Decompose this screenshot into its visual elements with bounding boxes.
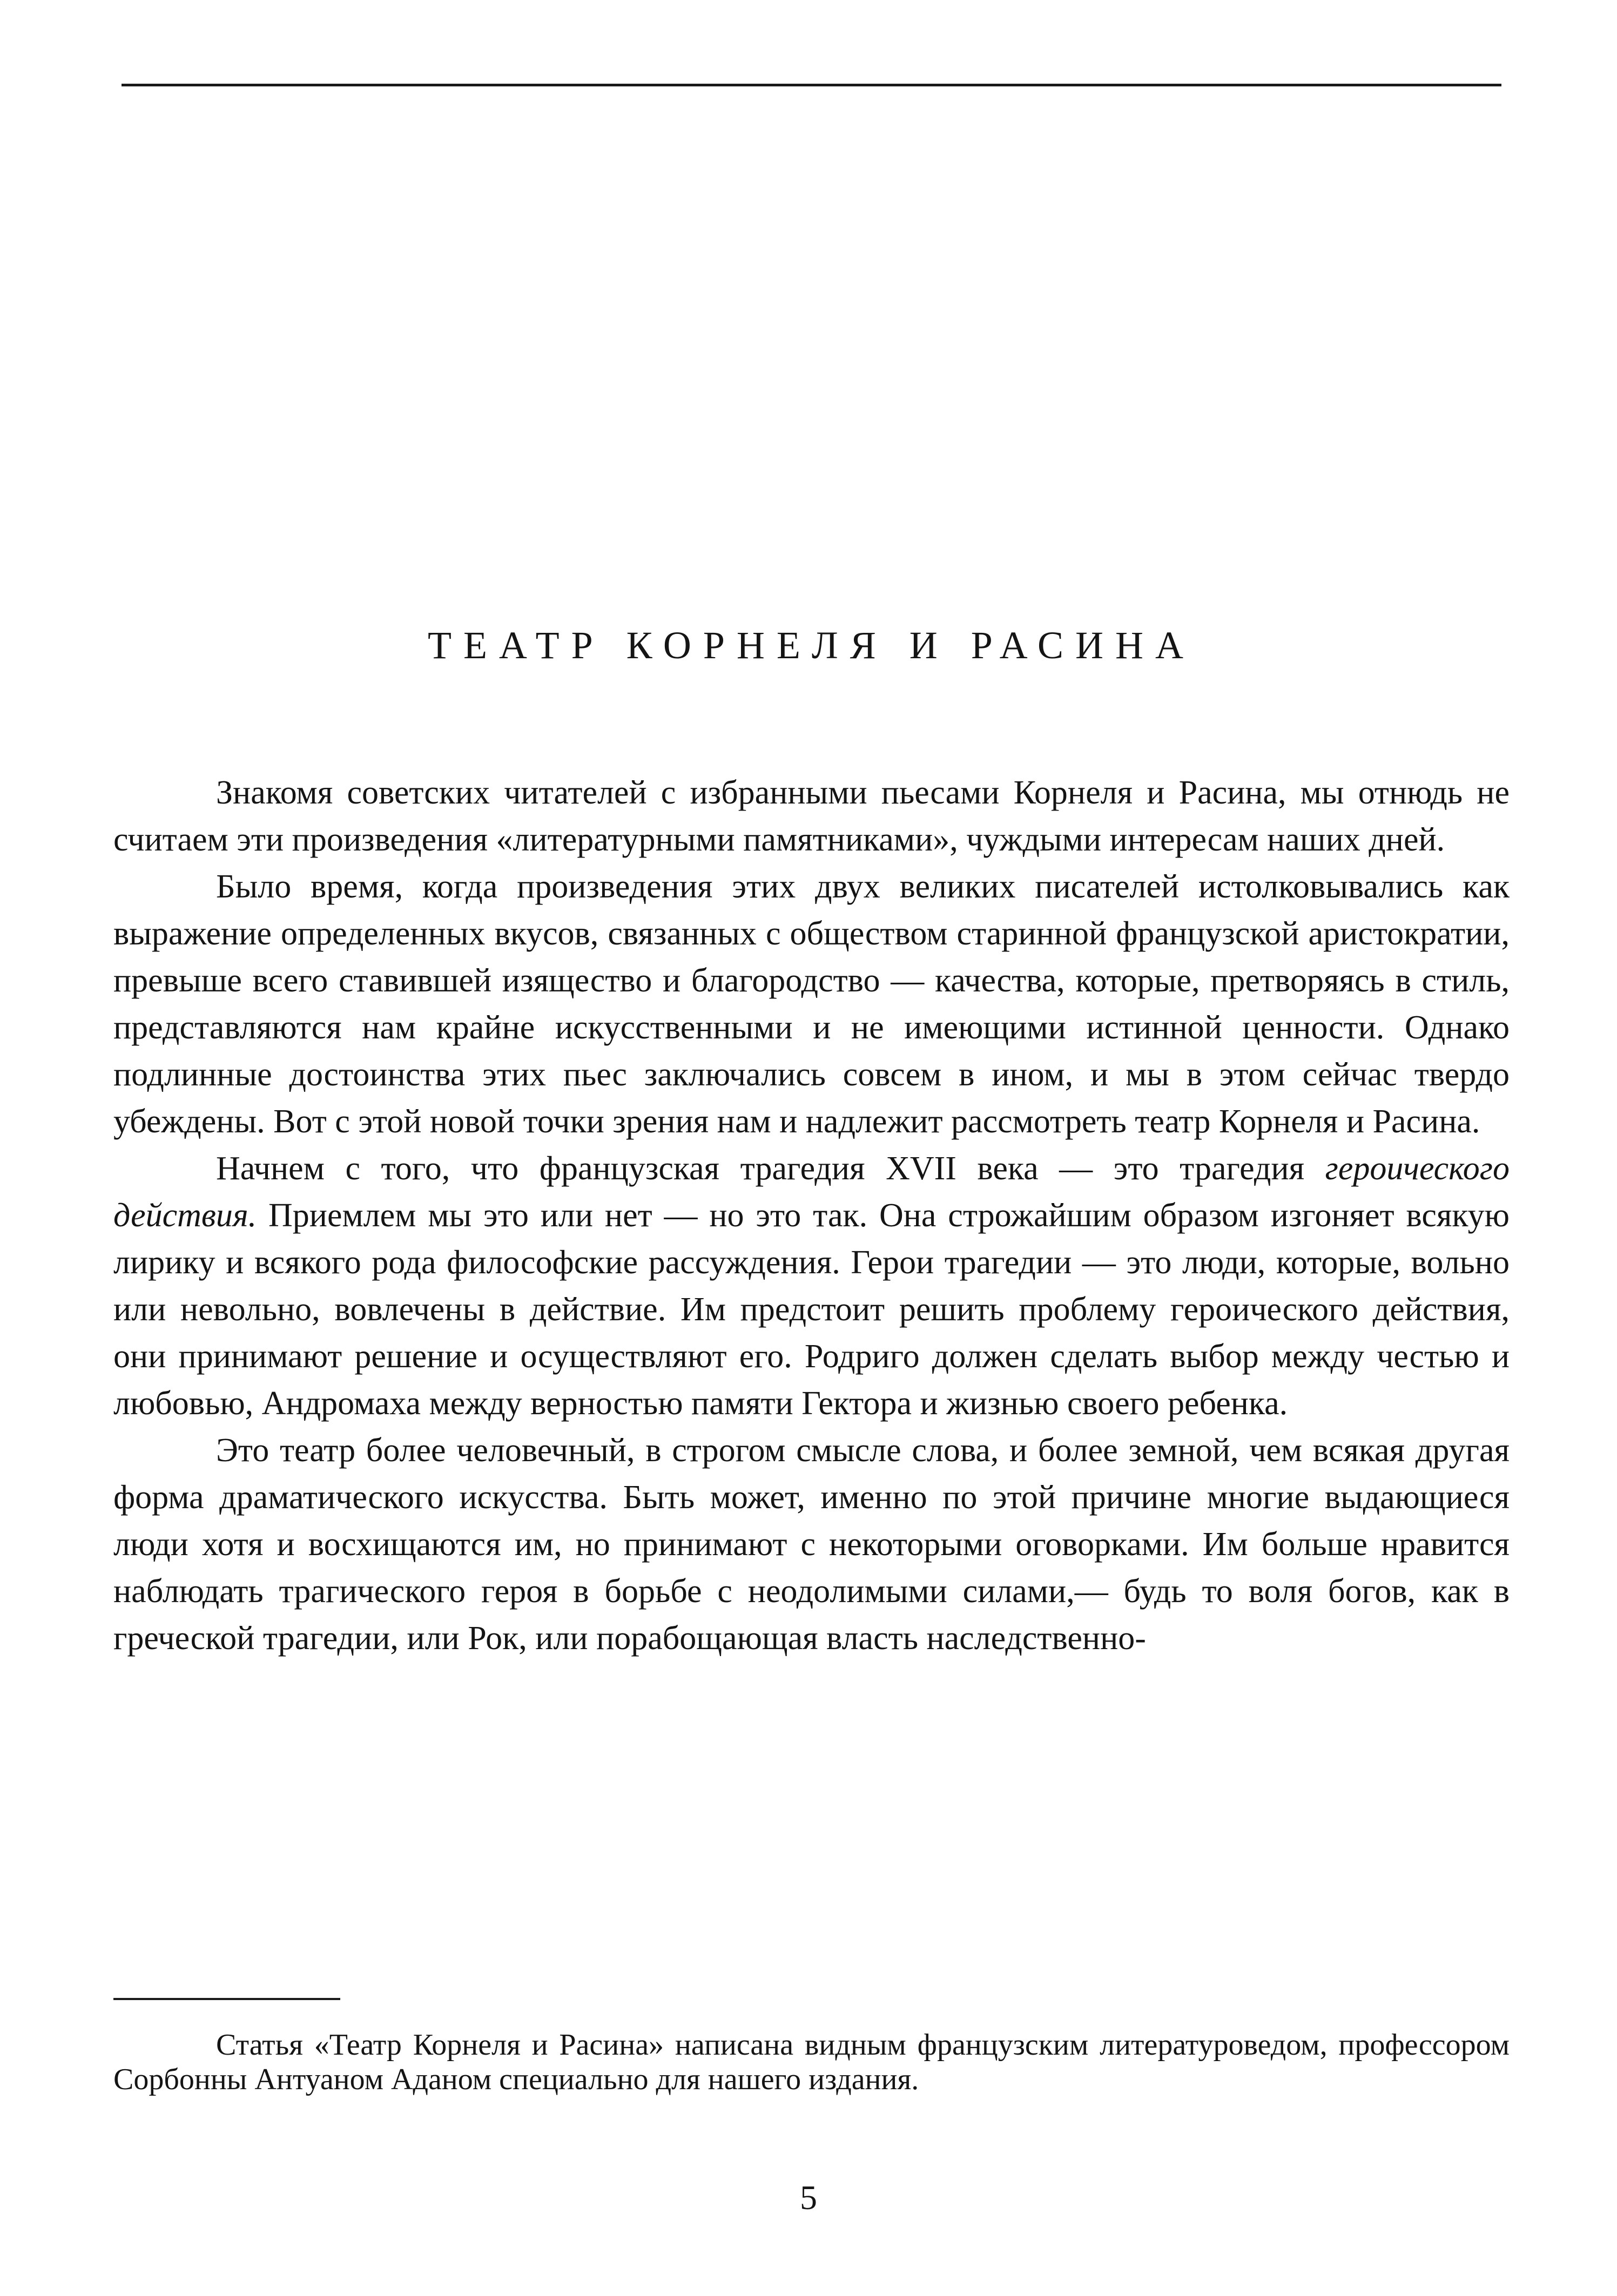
paragraph-3-emphasis: героического действия. <box>113 1150 1510 1234</box>
paragraph-3 <box>113 1145 1510 1427</box>
paragraph-3-text-start: Начнем с того, что французская трагедия XVII века — это трагедия <box>216 1150 1325 1187</box>
body-text <box>113 769 1510 1662</box>
top-rule <box>122 84 1501 86</box>
page-number: 5 <box>800 2178 817 2217</box>
paragraph-2: Было время, когда произведения этих двух великих писателей истолковывались как выражение определенных вкусов, связанных с обществом старинной французской аристократии, превыше всего ставившей изящество и благородство — качества, которые, претворяясь в стиль, представляются нам крайне искусственными и не имеющими истинной ценности. Однако подлинные достоинства этих пьес заключались совсем в ином, и мы в этом сейчас твердо убеждены. Вот с этой новой точки зрения нам и надлежит рассмотреть театр Корнеля и Расина. <box>113 868 1510 1140</box>
footnote-rule <box>113 1998 340 2000</box>
footnote: Статья «Театр Корнеля и Расина» написана видным французским литературоведом, профессором Сорбонны Антуаном Аданом специально для нашего издания. <box>113 2028 1510 2096</box>
paragraph-4: Это театр более человечный, в строгом смысле слова, и более земной, чем всякая другая форма драматического искусства. Быть может, именно по этой причине многие выдающиеся люди хотя и восхищаются им, но принимают с некоторыми оговорками. Им больше нравится наблюдать трагического героя в борьбе с неодолимыми силами,— будь то воля богов, как в греческой трагедии, или Рок, или порабощающая власть наследственно- <box>113 1432 1510 1657</box>
paragraph-3-text-end: Приемлем мы это или нет — но это так. Она строжайшим образом изгоняет всякую лирику и всякого рода философские рассуждения. Герои трагедии — это люди, которые, вольно или невольно, вовлечены в действие. Им предстоит решить проблему героического действия, они принимают решение и осуществляют его. Родриго должен сделать выбор между честью и любовью, Андромаха между верностью памяти Гектора и жизнью своего ребенка. <box>113 1197 1510 1422</box>
paragraph-1: Знакомя советских читателей с избранными пьесами Корнеля и Расина, мы отнюдь не считаем эти произведения «литературными памятниками», чуждыми интересам наших дней. <box>113 774 1510 858</box>
chapter-title: ТЕАТР КОРНЕЛЯ И РАСИНА <box>427 624 1196 667</box>
